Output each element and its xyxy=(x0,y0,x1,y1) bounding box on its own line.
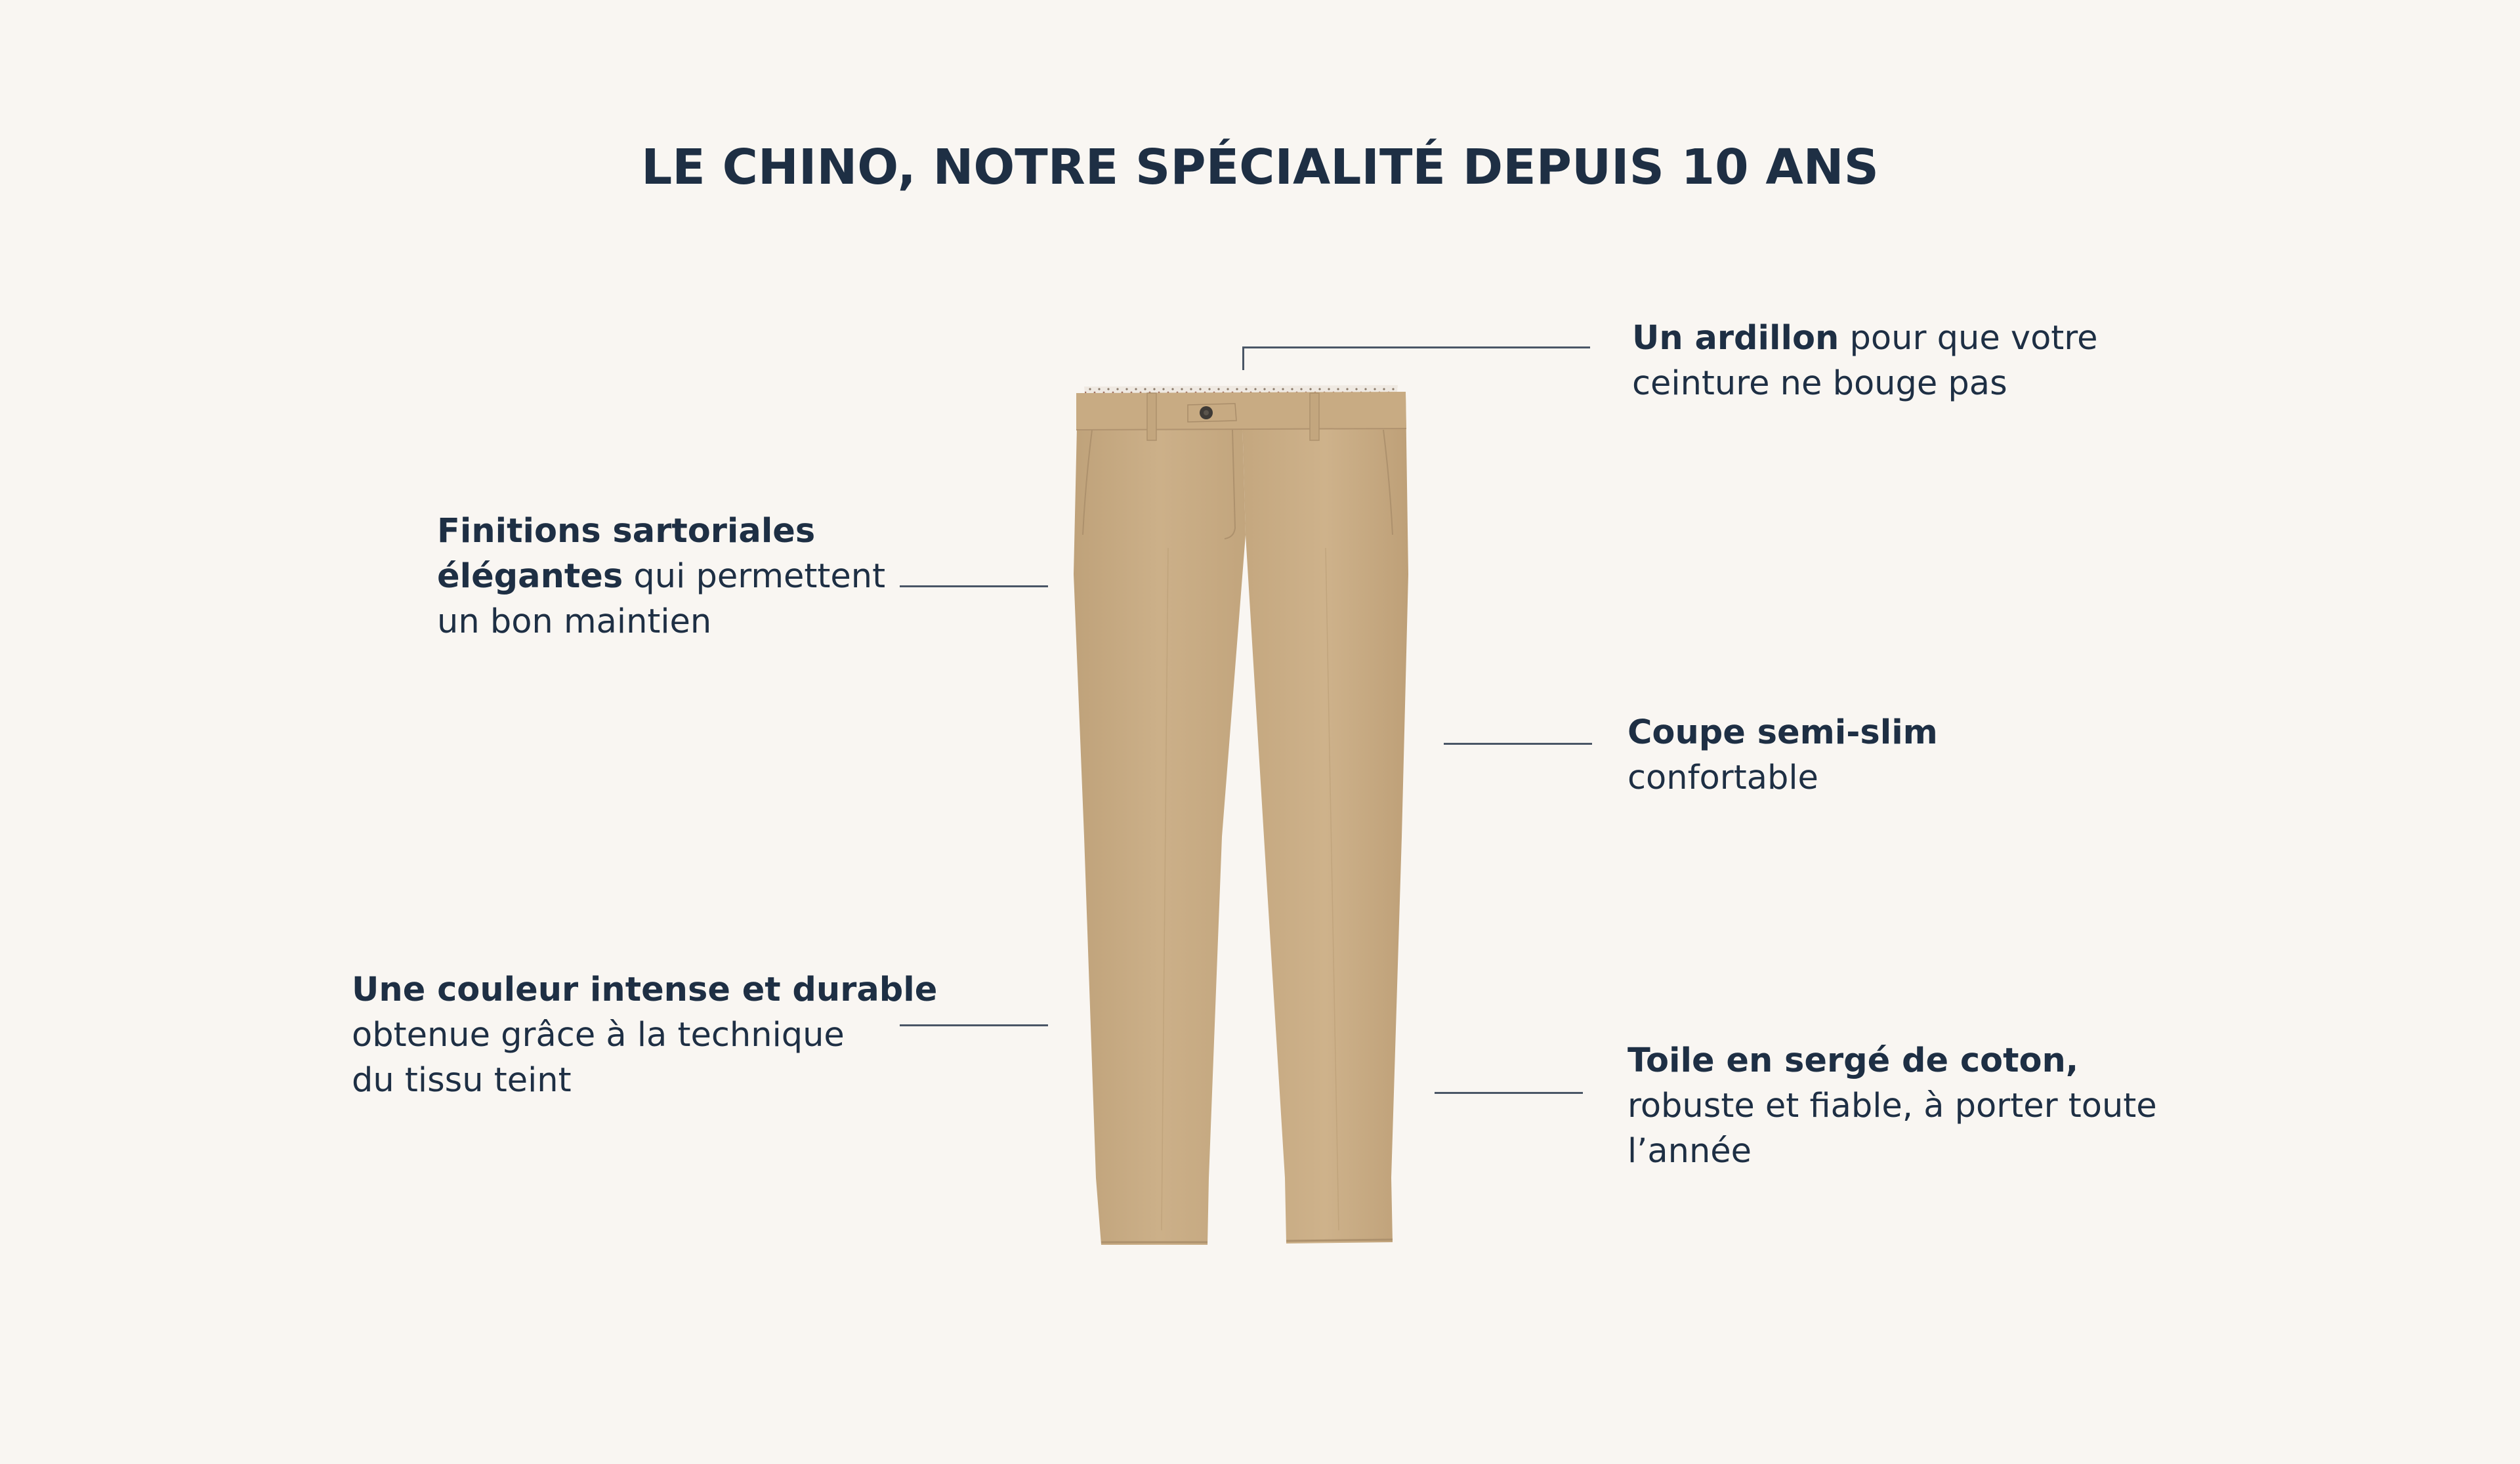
ardillon-leader-tick xyxy=(1242,346,1244,370)
coupe-leader-line xyxy=(1444,743,1592,745)
finitions-leader-line xyxy=(900,585,1048,587)
annotation-toile xyxy=(1628,1038,2157,1174)
finitions-highlight-1: Finitions sartoriales xyxy=(437,512,816,551)
finitions-text-3: un bon maintien xyxy=(437,602,712,641)
ardillon-text-1: pour que votre xyxy=(1839,319,2098,358)
ardillon-text-2: ceinture ne bouge pas xyxy=(1632,364,2007,403)
ardillon-leader-line xyxy=(1242,346,1590,348)
toile-text-3: l’année xyxy=(1628,1132,1752,1171)
coupe-text-2: confortable xyxy=(1628,759,1818,797)
belt-loop-right xyxy=(1310,393,1319,440)
finitions-text-2: qui permettent xyxy=(623,557,886,596)
annotation-couleur xyxy=(352,967,937,1103)
chino-pants-illustration xyxy=(1070,377,1411,1250)
waistband xyxy=(1076,392,1406,430)
couleur-leader-line xyxy=(900,1024,1048,1026)
couleur-highlight: Une couleur intense et durable xyxy=(352,971,938,1009)
right-leg xyxy=(1242,396,1408,1244)
annotation-coupe xyxy=(1628,710,1938,801)
toile-highlight: Toile en sergé de coton, xyxy=(1628,1041,2079,1080)
annotation-ardillon xyxy=(1632,316,2098,406)
couleur-text-2: obtenue grâce à la technique xyxy=(352,1016,845,1055)
finitions-highlight-2: élégantes xyxy=(437,557,623,596)
toile-leader-line xyxy=(1435,1092,1583,1094)
page-title: LE CHINO, NOTRE SPÉCIALITÉ DEPUIS 10 ANS xyxy=(641,139,1879,196)
coupe-highlight: Coupe semi-slim xyxy=(1628,713,1938,752)
belt-loop-left xyxy=(1147,393,1156,440)
left-leg xyxy=(1074,397,1246,1245)
annotation-finitions xyxy=(437,509,885,644)
ardillon-highlight: Un ardillon xyxy=(1632,319,1839,358)
couleur-text-3: du tissu teint xyxy=(352,1061,572,1100)
toile-text-2: robuste et fiable, à porter toute xyxy=(1628,1087,2157,1125)
